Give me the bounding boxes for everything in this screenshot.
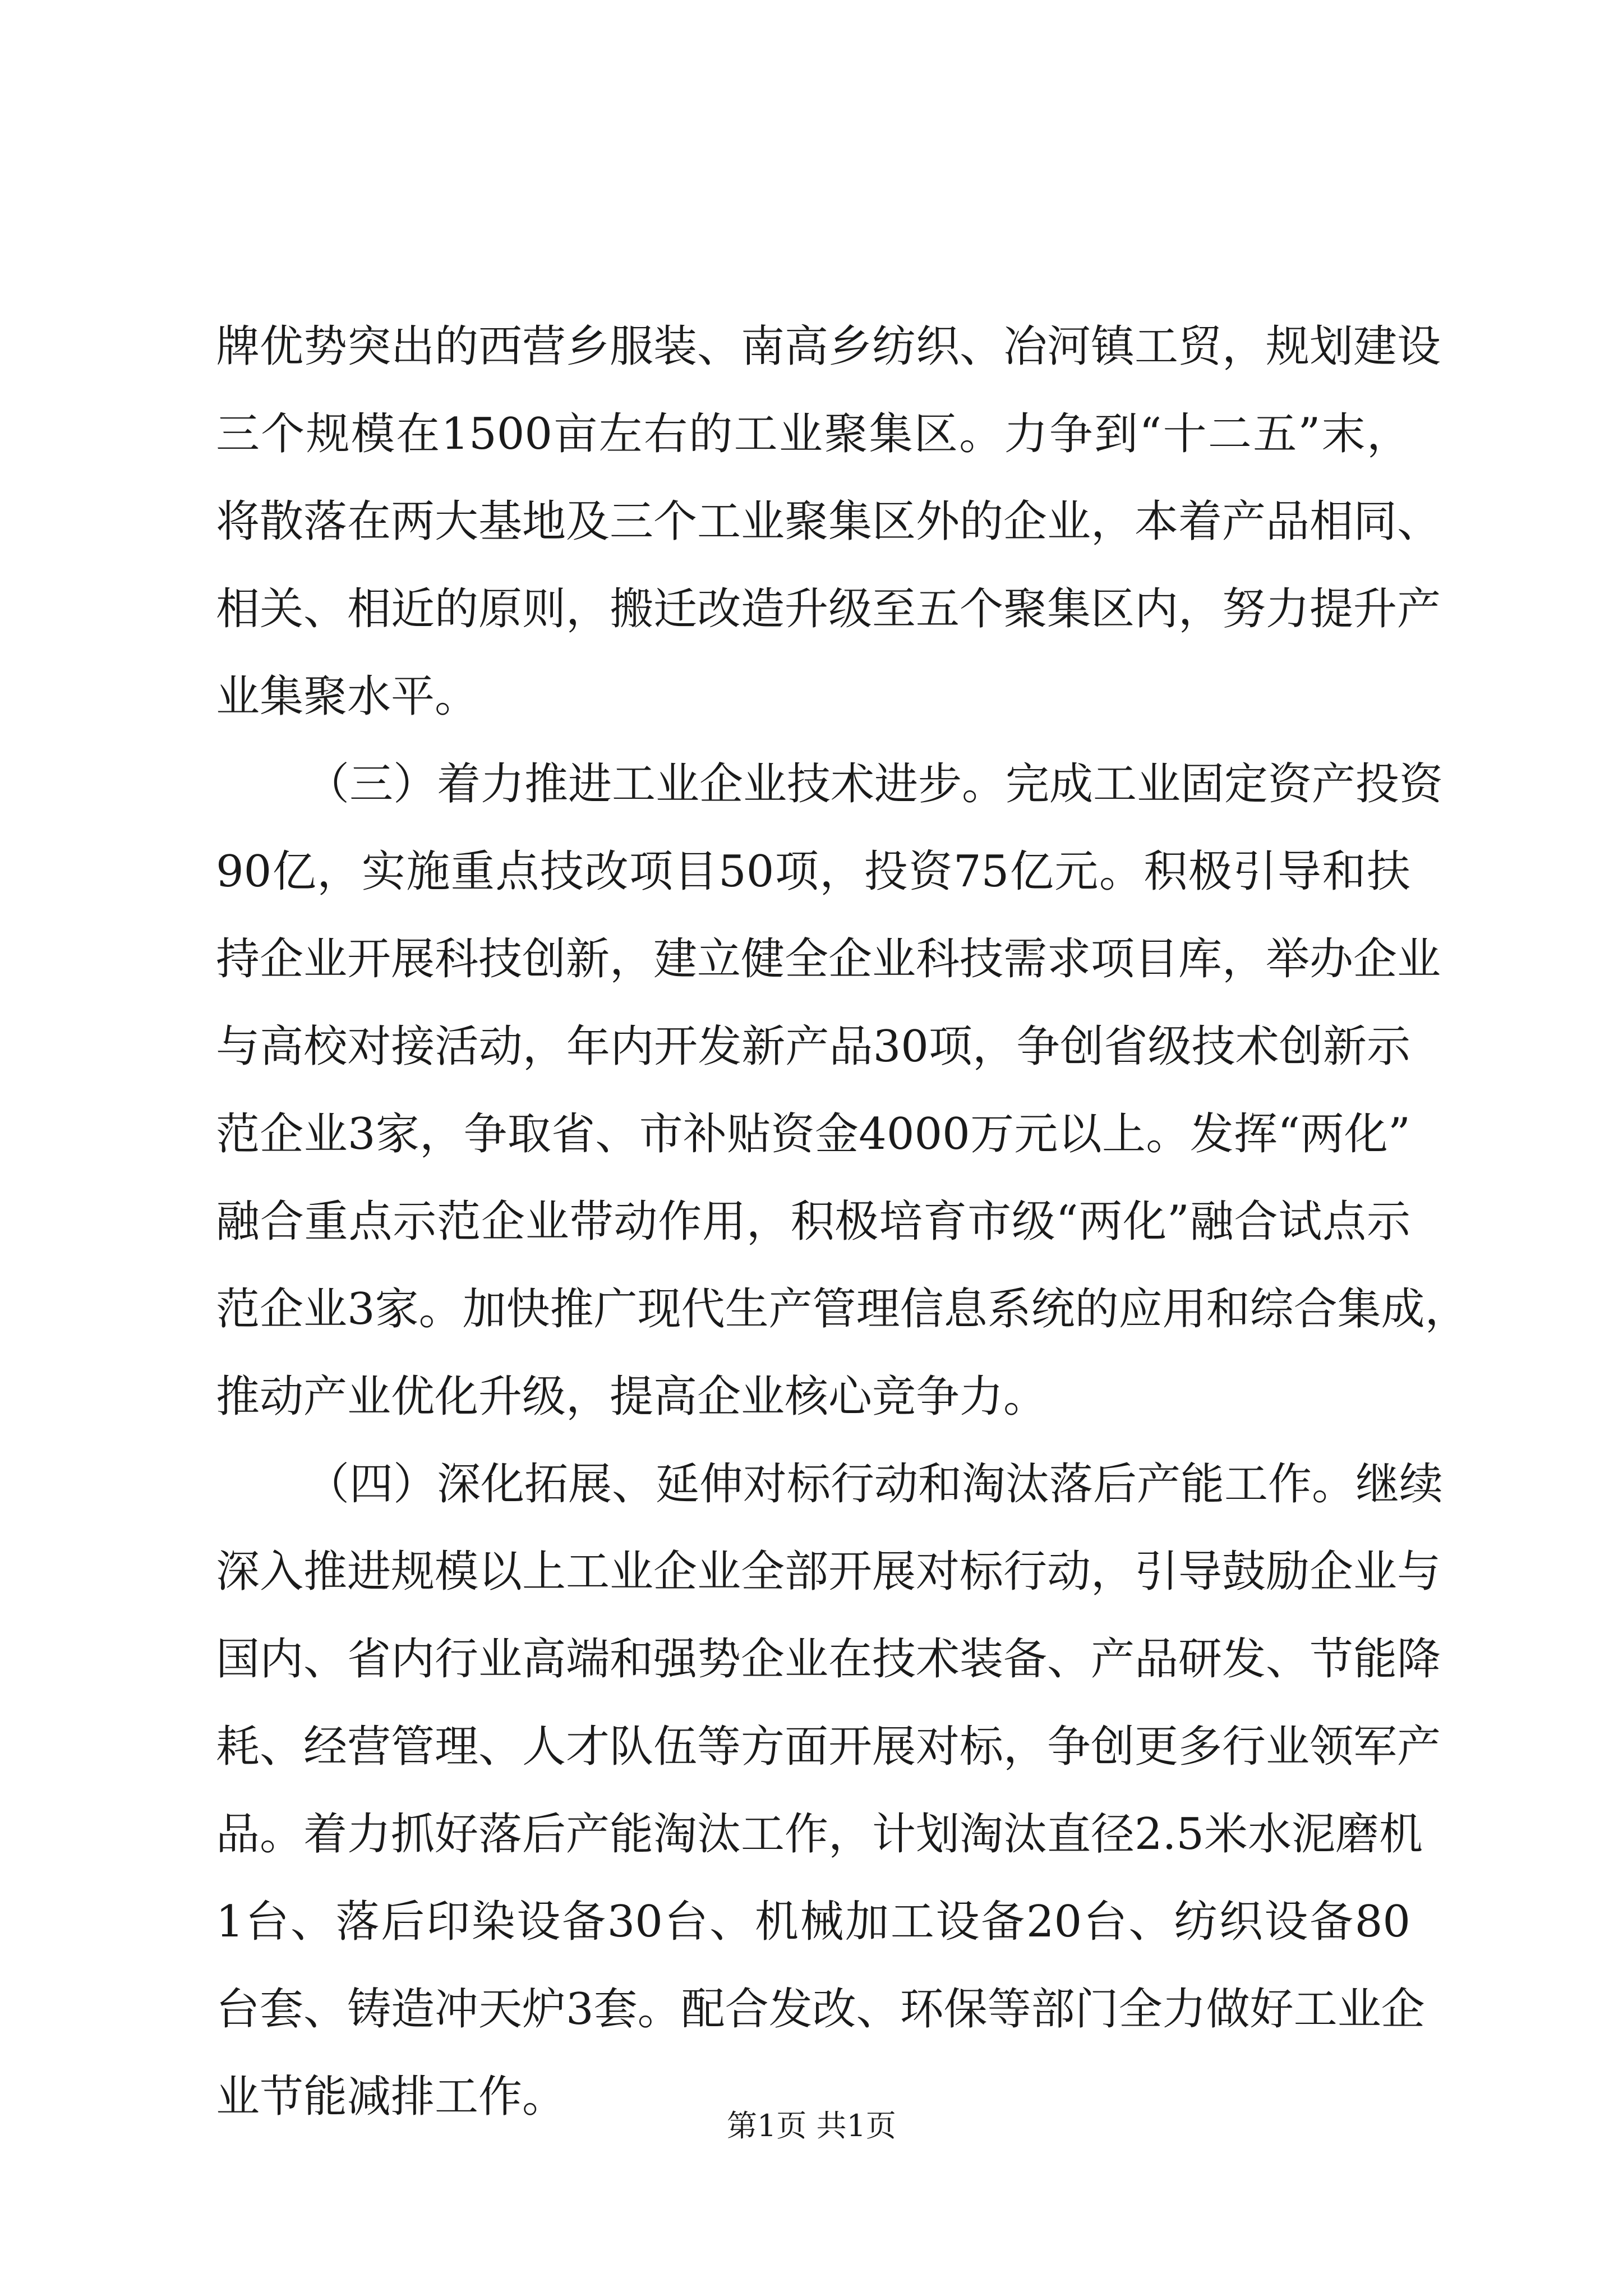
text-line: 将散落在两大基地及三个工业聚集区外的企业，本着产品相同、 bbox=[216, 496, 1441, 547]
text-line: 与高校对接活动，年内开发新产品30项，争创省级技术创新示 bbox=[216, 1022, 1410, 1072]
paragraph-section-4 bbox=[216, 1441, 1444, 2141]
text-line: 1台、落后印染设备30台、机械加工设备20台、纺织设备80 bbox=[216, 1897, 1410, 1947]
text-line: 推动产业优化升级，提高企业核心竞争力。 bbox=[216, 1372, 1048, 1422]
section-heading-line: （三）着力推进工业企业技术进步。完成工业固定资产投资 bbox=[306, 759, 1444, 809]
text-line: 国内、省内行业高端和强势企业在技术装备、产品研发、节能降 bbox=[216, 1634, 1441, 1685]
text-line: 耗、经营管理、人才队伍等方面开展对标，争创更多行业领军产 bbox=[216, 1722, 1441, 1772]
text-line: 品。着力抓好落后产能淘汰工作，计划淘汰直径2.5米水泥磨机 bbox=[216, 1809, 1423, 1860]
text-line: 台套、铸造冲天炉3套。配合发改、环保等部门全力做好工业企 bbox=[216, 1984, 1425, 2035]
text-line: 融合重点示范企业带动作用，积极培育市级“两化”融合试点示 bbox=[216, 1197, 1410, 1247]
text-line: 三个规模在1500亩左右的工业聚集区。力争到“十二五”末， bbox=[216, 409, 1410, 459]
page-number-footer: 第1页 共1页 bbox=[727, 2108, 896, 2143]
text-line: 范企业3家，争取省、市补贴资金4000万元以上。发挥“两化” bbox=[216, 1109, 1410, 1159]
text-line: 范企业3家。加快推广现代生产管理信息系统的应用和综合集成， bbox=[216, 1284, 1469, 1335]
text-line: 相关、相近的原则，搬迁改造升级至五个聚集区内，努力提升产 bbox=[216, 584, 1441, 634]
section-heading-line: （四）深化拓展、延伸对标行动和淘汰落后产能工作。继续 bbox=[306, 1459, 1444, 1510]
text-line: 业集聚水平。 bbox=[216, 671, 479, 722]
text-line: 90亿，实施重点技改项目50项，投资75亿元。积极引导和扶 bbox=[216, 846, 1410, 897]
paragraph-continuation bbox=[216, 303, 1441, 740]
text-line: 深入推进规模以上工业企业全部开展对标行动，引导鼓励企业与 bbox=[216, 1547, 1441, 1597]
text-line: 持企业开展科技创新，建立健全企业科技需求项目库，举办企业 bbox=[216, 934, 1441, 984]
text-line: 牌优势突出的西营乡服装、南高乡纺织、冶河镇工贸，规划建设 bbox=[216, 321, 1441, 372]
text-line: 业节能减排工作。 bbox=[216, 2072, 566, 2122]
document-body bbox=[216, 303, 1469, 2141]
paragraph-section-3 bbox=[216, 740, 1469, 1441]
